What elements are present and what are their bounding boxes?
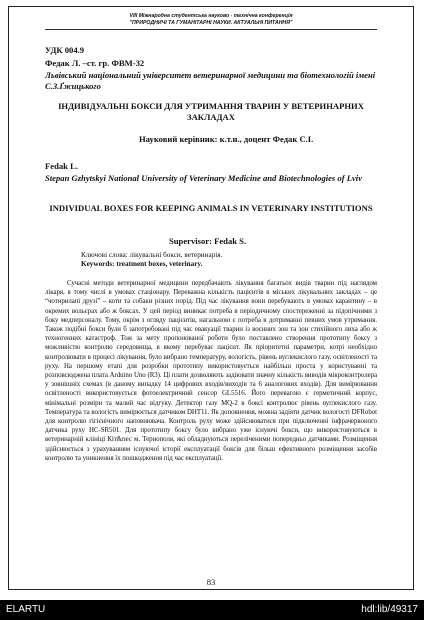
university-ua: Львівський національний університет ветеринарної медицини та біотехнологій імені С.З.Ґжицького [45, 70, 376, 91]
title-en: INDIVIDUAL BOXES FOR KEEPING ANIMALS IN VETERINARY INSTITUTIONS [49, 203, 373, 213]
udk-code: УДК 004.9 [45, 45, 85, 55]
university-en: Stepan Gzhytskyi National University of Veterinary Medicine and Biotechnologies of Lviv [45, 173, 363, 183]
body-text: Сучасні методи ветеринарної медицини передбачають лікування багатьох видів тварин під наглядом лікаря, в тому числі в умовах стаціонару. Переважна кількість пацієнтів в міських лікувальних закладах – це “чотирилапі друзі” – коти та собаки різних порід. Під час лікування вони перебувають в умовах карантину – в окремих вольєрах або ж боксах. У цей період виникає потреба в періодичному спостереженні за підопічними з боку медперсоналу. Тому, окрім з огляду пацієнтів, нагальною є потреба в дотриманні певних умов утримання. Також подібні бокси були б запотребовані під час евакуації тварин із воєнних зон та зон стихійного лиха або ж техногенних катастроф. Тож за мету пропонованої роботи було поставлено створення прототипу боксу з можливістю контролю середовища, в якому перебуває пацієнт. Як пріоритетні параметри, котрі необхідно контролювати в процесі лікування, було вибрано температуру, вологість, рівень вуглекислого газу, освітленості та руху. На першому етапі для розробки прототипу використовується найбільш проста у користуванні та розповсюджена плата Arduino Uno (R3). Ці плати дозволяють задіювати значну кількість виводів мікроконтролера у зовнішніх схемах (в даному випадку 14 цифрових входів/виходів та 6 аналогових входів). Для вимірювання освітленості використовується фотоелектричний сенсор GL5516. Його перевагою є герметичний корпус, мінімальні розміри та малий час відгуку. Детектор газу MQ-2 в боксі контролює рівень вуглекислого газу. Температура та вологість вимірюється датчиком DHT11. Як доповнення, можна задіяти датчик вологості DFRobot для контролю гігієнічного наповнювача. Контроль руху може здійснюватися при підключенні інфрачервоного датчика руху HC-SR501. Для прототипу боксу було вибрано уже існуючі бокси, що використовуються в ветеринарній клініці Кіт&пес м. Тернополя, які обладнуються переліченими попередньо датчиками. Розміщення здійснюється з урахуванням існуючої історії експлуатації боксів для більш ефективного розміщення засобів контролю та уникнення їх пошкодження під час експлуатації. [45, 280, 377, 462]
header-divider [45, 29, 377, 30]
keywords-ua: Ключові слова: лікувальні бокси, ветеринарія. [81, 251, 223, 259]
conference-header-line1: VIII Міжнародна студентська науково - технічна конференція [129, 13, 293, 19]
author-ua: Федак Л. –ст. гр. ФВМ-32 [45, 58, 145, 68]
conference-header [9, 13, 413, 26]
keywords-block [81, 251, 377, 269]
author-en: Fedak L. [45, 161, 78, 171]
footer-repository-label: ELARTU [6, 604, 46, 615]
supervisor-en: Supervisor: Fedak S. [169, 236, 247, 246]
supervisor-ua: Науковий керівник: к.т.н., доцент Федак С.І. [139, 134, 314, 144]
footer-bar [0, 600, 424, 620]
document-page [8, 6, 414, 590]
conference-header-line2: "ПРИРОДНИЧІ ТА ГУМАНІТАРНІ НАУКИ. АКТУАЛЬНІ ПИТАННЯ" [129, 19, 293, 26]
title-ua: ІНДИВІДУАЛЬНІ БОКСИ ДЛЯ УТРИМАННЯ ТВАРИН У ВЕТЕРИНАРНИХ ЗАКЛАДАХ [58, 101, 364, 122]
keywords-en: Keywords: treatment boxes, veterinary. [81, 260, 203, 268]
footer-handle-link[interactable]: hdl:lib/49317 [361, 604, 418, 615]
page-number: 83 [206, 577, 216, 587]
